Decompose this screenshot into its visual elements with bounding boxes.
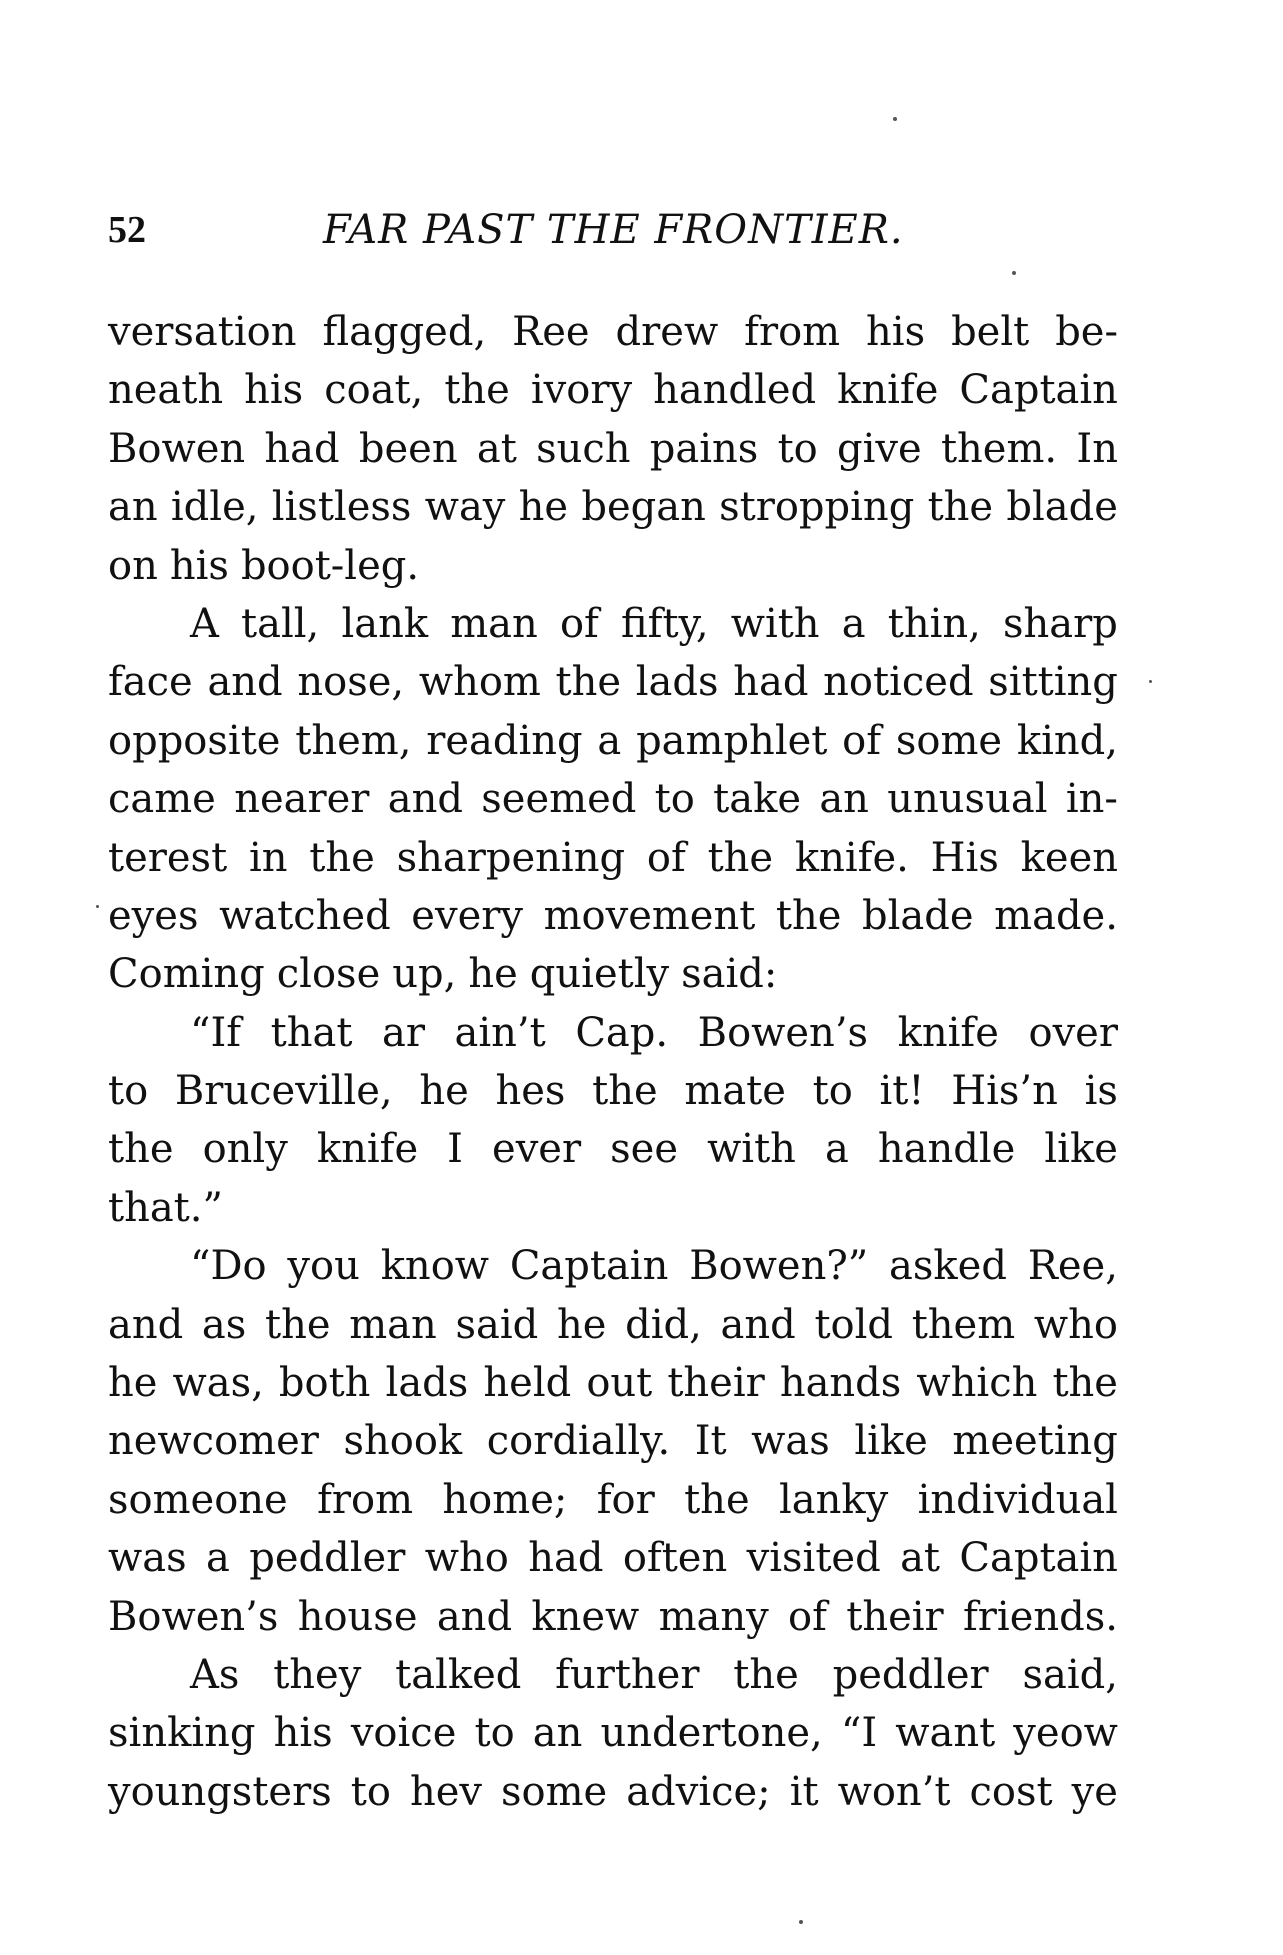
text-line: on his boot-leg. — [108, 542, 420, 589]
running-head — [108, 200, 1118, 260]
text-line: A tall, lank man of fifty, with a thin, sharp — [190, 600, 1118, 647]
text-line: Bowen’s house and knew many of their friends. — [108, 1593, 1118, 1640]
paper-speck — [1012, 271, 1016, 275]
text-line: neath his coat, the ivory handled knife Captain — [108, 367, 1118, 414]
text-line: Coming close up, he quietly said: — [108, 951, 778, 998]
text-line: that.” — [108, 1184, 223, 1231]
paper-speck — [96, 905, 99, 908]
text-line: and as the man said he did, and told them who — [108, 1301, 1118, 1348]
text-line: opposite them, reading a pamphlet of some kind, — [108, 717, 1118, 764]
paper-speck — [893, 117, 897, 121]
text-line: was a peddler who had often visited at Captain — [108, 1535, 1118, 1582]
text-line: to Bruceville, he hes the mate to it! His’n is — [108, 1068, 1118, 1115]
text-line: an idle, listless way he began stropping the blade — [108, 484, 1118, 531]
text-line: came nearer and seemed to take an unusual in- — [108, 776, 1118, 823]
text-line: newcomer shook cordially. It was like meeting — [108, 1418, 1118, 1465]
page-number: 52 — [108, 209, 146, 251]
paper-speck — [799, 1920, 803, 1924]
text-line: face and nose, whom the lads had noticed sitting — [108, 659, 1118, 706]
text-line: Bowen had been at such pains to give them. In — [108, 425, 1118, 472]
text-line: sinking his voice to an undertone, “I want yeow — [108, 1710, 1118, 1757]
text-line: he was, both lads held out their hands which the — [108, 1360, 1118, 1407]
text-line: eyes watched every movement the blade made. — [108, 892, 1118, 939]
text-line: “Do you know Captain Bowen?” asked Ree, — [190, 1243, 1118, 1290]
text-line: As they talked further the peddler said, — [190, 1651, 1118, 1698]
text-line: the only knife I ever see with a handle like — [108, 1126, 1118, 1173]
text-line: terest in the sharpening of the knife. His keen — [108, 834, 1118, 881]
text-line: versation flagged, Ree drew from his belt be- — [108, 309, 1118, 355]
text-line: youngsters to hev some advice; it won’t cost ye — [108, 1768, 1118, 1815]
running-title: FAR PAST THE FRONTIER. — [323, 207, 904, 253]
text-line: someone from home; for the lanky individual — [108, 1476, 1118, 1523]
body-text — [108, 303, 1118, 1821]
text-line: “If that ar ain’t Cap. Bowen’s knife over — [190, 1009, 1118, 1056]
paper-speck — [1149, 680, 1152, 683]
